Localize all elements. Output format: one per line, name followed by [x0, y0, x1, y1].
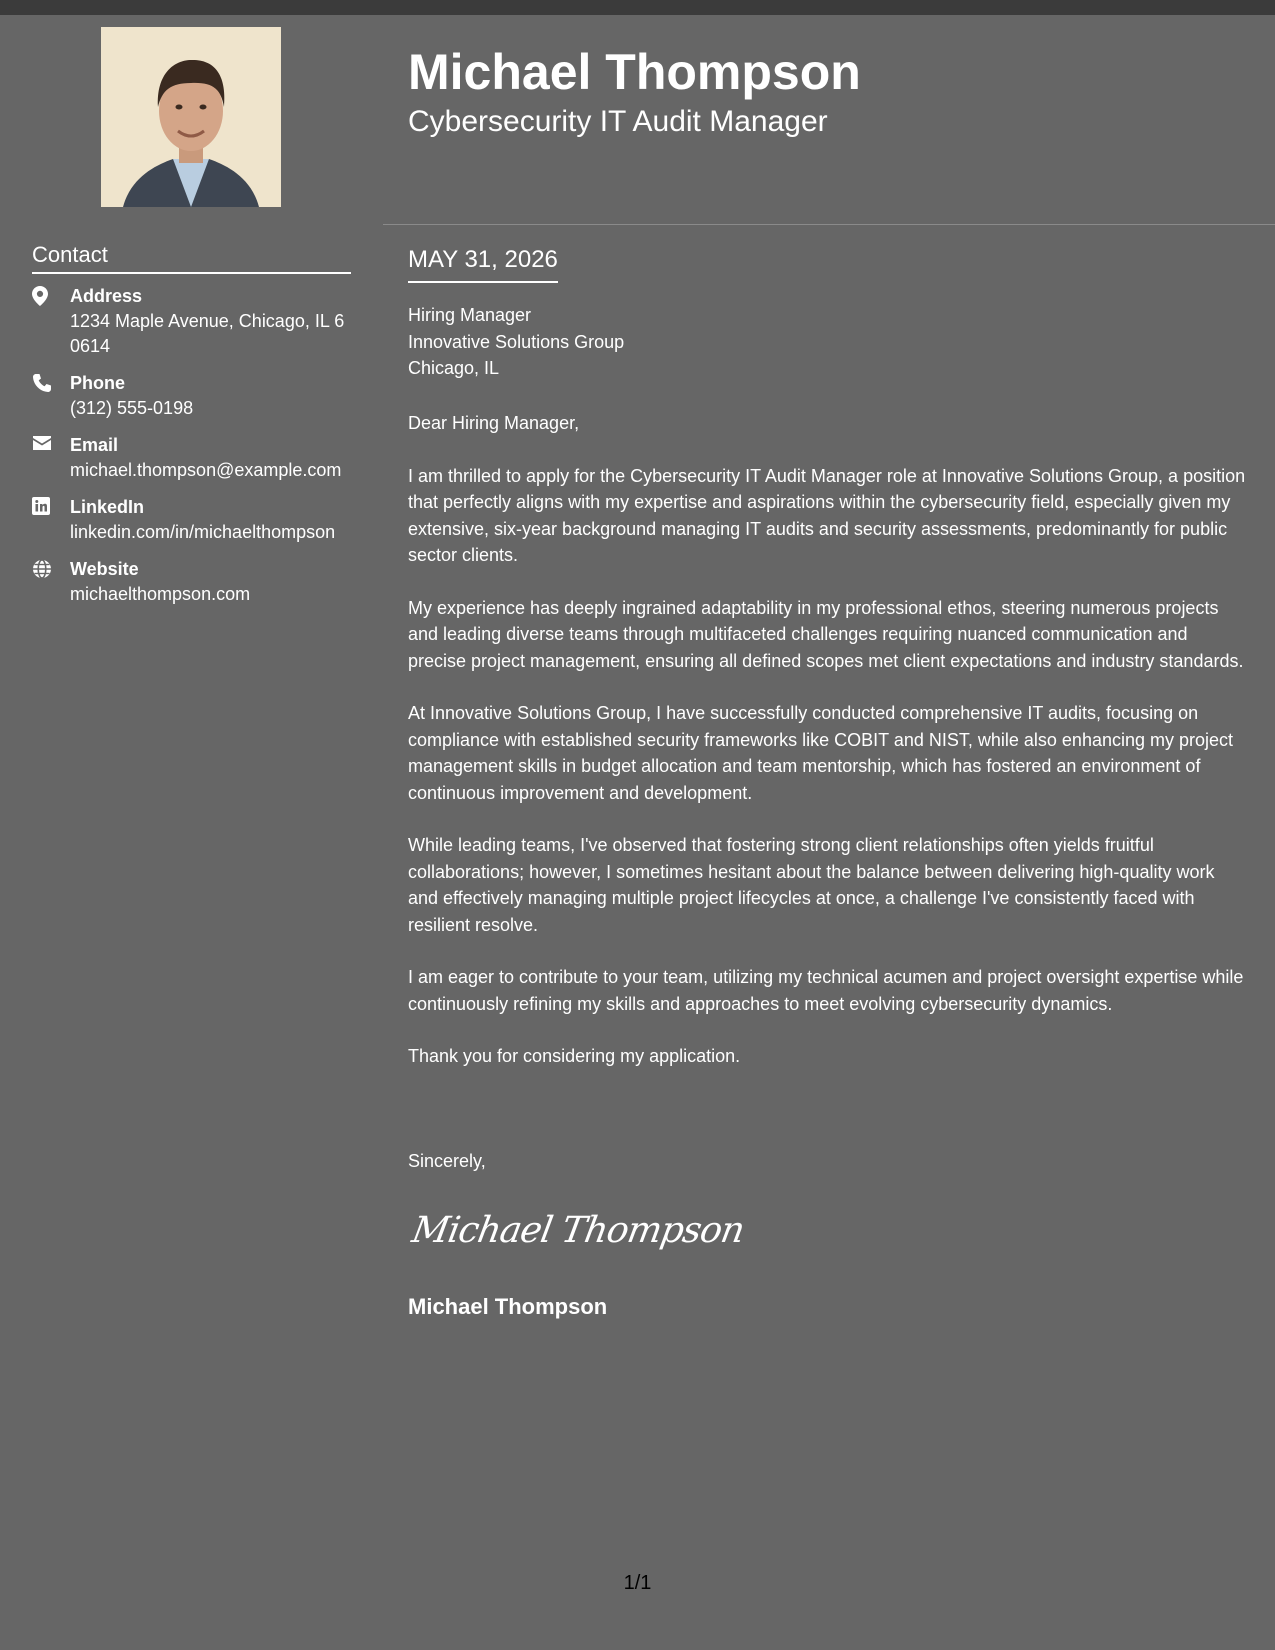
header-divider: [383, 224, 1275, 225]
contact-value-address: 1234 Maple Avenue, Chicago, IL 60614: [70, 311, 345, 356]
contact-heading: Contact: [32, 240, 351, 274]
contact-value-linkedin: linkedin.com/in/michaelthompson: [70, 522, 336, 542]
phone-icon: [32, 371, 70, 421]
closing: Sincerely,: [408, 1151, 486, 1171]
letter-paragraph: At Innovative Solutions Group, I have successfully conducted comprehensive IT audits, focusing on compliance with established security frameworks like COBIT and NIST, while also enhancing my project management skills in budget allocation and team mentorship, which has fostered an environment of continuous improvement and development.: [408, 703, 1234, 803]
linkedin-icon: [32, 495, 70, 545]
contact-label-website: Website: [70, 559, 139, 579]
contact-item-email: [32, 433, 352, 483]
letter-body: [408, 410, 1248, 1096]
contact-label-phone: Phone: [70, 373, 126, 393]
applicant-name: Michael Thompson: [408, 44, 861, 100]
contact-value-phone: (312) 555-0198: [70, 398, 194, 418]
recipient-line: Innovative Solutions Group: [408, 331, 625, 352]
letter-paragraph: I am thrilled to apply for the Cybersecurity IT Audit Manager role at Innovative Solutions Group, a position that perfectly aligns with my expertise and aspirations within the cybersecurity field, especially given my extensive, six-year background managing IT audits and security assessments, predominantly for public sector clients.: [408, 465, 1246, 565]
location-pin-icon: [32, 284, 70, 359]
letter-date: MAY 31, 2026: [408, 244, 558, 283]
envelope-icon: [32, 433, 70, 483]
contact-item-phone: [32, 371, 352, 421]
recipient-line: Chicago, IL: [408, 358, 500, 378]
contact-label-address: Address: [70, 286, 143, 306]
top-bar: [0, 0, 1275, 15]
salutation: Dear Hiring Manager,: [408, 413, 580, 433]
letter-paragraph: My experience has deeply ingrained adaptability in my professional ethos, steering numerous projects and leading diverse teams through multifaceted challenges requiring nuanced communication and precise project management, ensuring all defined scopes met client expectations and industry standards.: [408, 597, 1244, 671]
signature: Michael Thompson: [408, 1210, 747, 1251]
contact-label-email: Email: [70, 435, 119, 455]
profile-photo-illustration: [101, 27, 281, 207]
letter-paragraph: Thank you for considering my application.: [408, 1046, 741, 1066]
page-indicator: 1/1: [623, 1572, 652, 1594]
recipient-block: [408, 302, 624, 382]
recipient-line: Hiring Manager: [408, 305, 532, 325]
contact-item-linkedin: [32, 495, 352, 545]
contact-label-linkedin: LinkedIn: [70, 497, 145, 517]
signed-name: Michael Thompson: [408, 1294, 608, 1319]
contact-list: [32, 284, 352, 619]
contact-value-website: michaelthompson.com: [70, 584, 251, 604]
job-title: Cybersecurity IT Audit Manager: [408, 105, 828, 138]
letter-paragraph: I am eager to contribute to your team, utilizing my technical acumen and project oversight expertise while continuously refining my skills and approaches to meet evolving cybersecurity dynamics.: [408, 967, 1244, 1014]
contact-item-address: [32, 284, 352, 359]
contact-value-email: michael.thompson@example.com: [70, 460, 342, 480]
letter-paragraph: While leading teams, I've observed that fostering strong client relationships often yields fruitful collaborations; however, I sometimes hesitant about the balance between delivering high-quality work and effectively managing multiple project lifecycles at once, a challenge I've consistently faced with resilient resolve.: [408, 835, 1215, 935]
globe-icon: [32, 557, 70, 607]
contact-item-website: [32, 557, 352, 607]
profile-photo: [101, 27, 281, 207]
